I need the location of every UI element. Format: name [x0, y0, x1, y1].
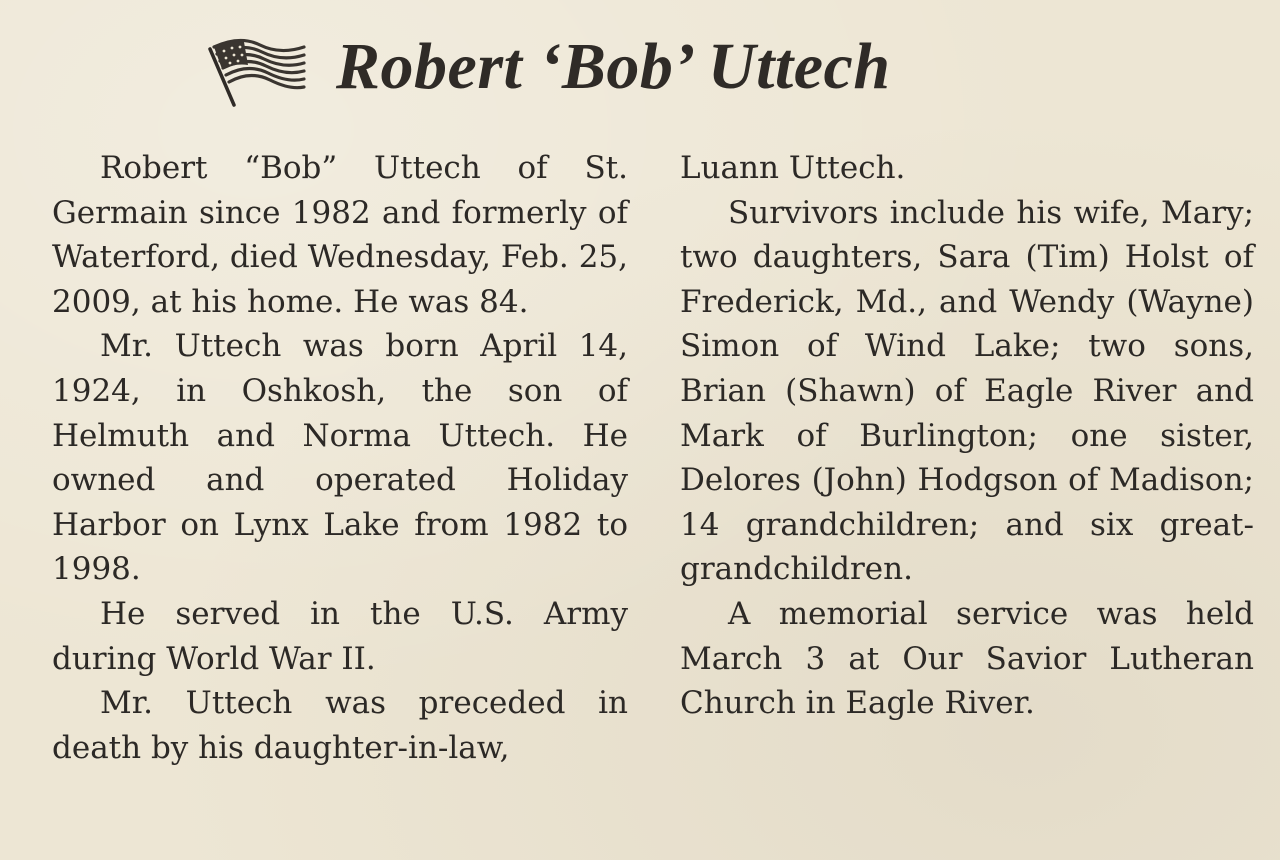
paragraph-preceded-in-death: Mr. Uttech was preceded in death by his daughter-in-law, — [52, 685, 628, 766]
left-column — [52, 146, 628, 770]
paragraph-military-service: He served in the U.S. Army during World War II. — [52, 595, 628, 677]
paragraph-biography: Mr. Uttech was born April 14, 1924, in Oshkosh, the son of Helmuth and Norma Uttech. He owned and operated Holiday Harbor on Lynx Lake from 1982 to 1998. — [52, 328, 628, 588]
paragraph-death-notice: Robert “Bob” Uttech of St. Germain since 1982 and formerly of Waterford, died Wednesday, Feb. 25, 2009, at his home. He was 84. — [52, 150, 628, 320]
paragraph-memorial-service: A memorial service was held March 3 at Our Savior Lutheran Church in Eagle River. — [680, 595, 1254, 722]
headline — [200, 22, 891, 112]
american-flag-icon — [200, 27, 310, 107]
paragraph-continuation: Luann Uttech. — [680, 150, 906, 186]
right-column — [680, 146, 1254, 726]
obituary-title: Robert ‘Bob’ Uttech — [336, 30, 891, 103]
paragraph-survivors: Survivors include his wife, Mary; two daughters, Sara (Tim) Holst of Frederick, Md., and Wendy (Wayne) Simon of Wind Lake; two sons, Brian (Shawn) of Eagle River and Mark of Burlington; one sister, Delores (John) Hodgson of Madison; 14 grandchildren; and six great-grandchildren. — [680, 194, 1254, 588]
